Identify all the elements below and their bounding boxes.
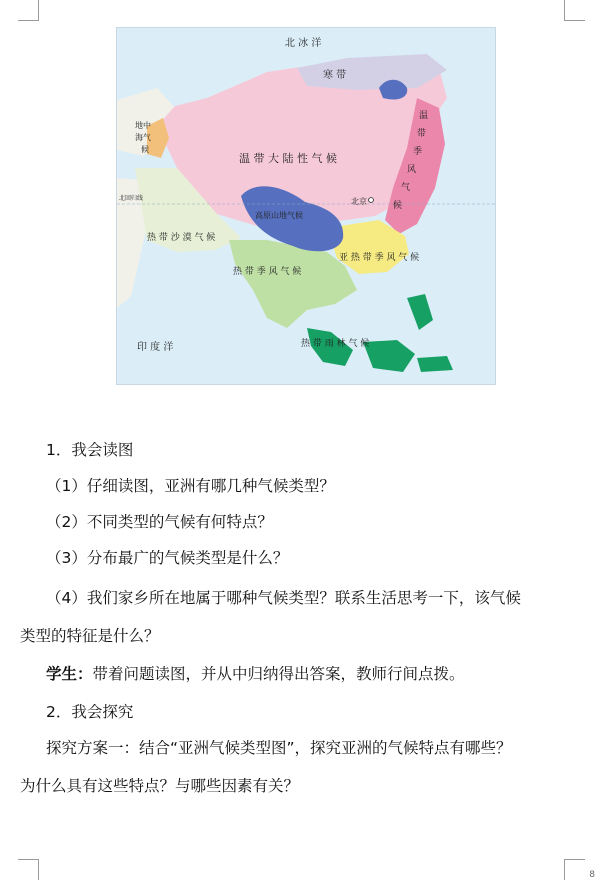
- label-med-3: 候: [141, 145, 149, 154]
- question-4-line-2: 类型的特征是什么？: [20, 627, 160, 645]
- crop-mark-top-right: [564, 0, 585, 21]
- label-continental: 温 带 大 陆 性 气 候: [239, 152, 337, 165]
- question-1: （1）仔细读图，亚洲有哪几种气候类型？: [46, 477, 335, 495]
- label-highland: 高原山地气候: [255, 211, 303, 220]
- plan-one-line-2: 为什么具有这些特点？与哪些因素有关？: [20, 777, 300, 795]
- question-2: （2）不同类型的气候有何特点？: [46, 513, 273, 531]
- label-med-1: 地中: [135, 121, 151, 130]
- heading-read-map: 1．我会读图: [46, 441, 134, 459]
- crop-mark-bottom-left: [18, 859, 39, 880]
- label-tm-6: 候: [393, 201, 403, 211]
- student-text: 带着问题读图，并从中归纳得出答案，教师行间点拨。: [92, 665, 465, 683]
- label-tropical-monsoon: 热 带 季 风 气 候: [233, 267, 302, 277]
- label-indian-ocean: 印 度 洋: [137, 342, 174, 353]
- asia-climate-map: [116, 27, 496, 385]
- student-label: 学生：: [46, 665, 93, 683]
- rainforest-island-4: [417, 356, 453, 372]
- question-4-line-1: （4）我们家乡所在地属于哪种气候类型？联系生活思考一下，该气候: [46, 589, 521, 607]
- label-tropic: 北回归线: [119, 195, 144, 202]
- question-3: （3）分布最广的气候类型是什么？: [46, 549, 289, 567]
- student-activity: [46, 664, 465, 684]
- label-cold-zone: 寒 带: [323, 70, 347, 81]
- label-tm-2: 带: [417, 129, 427, 139]
- label-subtropical: 亚 热 带 季 风 气 候: [339, 253, 420, 263]
- crop-mark-bottom-right: [564, 859, 585, 880]
- label-rainforest: 热 带 雨 林 气 候: [301, 339, 370, 349]
- label-tm-1: 温: [419, 111, 429, 121]
- beijing-marker: [369, 198, 374, 203]
- page-number: 8: [589, 870, 595, 880]
- label-tm-4: 风: [407, 165, 417, 175]
- plan-one-line-1: 探究方案一：结合“亚洲气候类型图”，探究亚洲的气候特点有哪些？: [46, 739, 512, 757]
- label-arctic-ocean: 北 冰 洋: [285, 38, 322, 49]
- crop-mark-top-left: [18, 0, 39, 21]
- heading-explore: 2．我会探究: [46, 703, 134, 721]
- label-desert: 热 带 沙 漠 气 候: [147, 233, 216, 243]
- label-tm-5: 气: [401, 183, 411, 193]
- label-med-2: 海气: [135, 133, 151, 142]
- label-beijing: 北京: [351, 197, 367, 206]
- label-tm-3: 季: [413, 147, 423, 157]
